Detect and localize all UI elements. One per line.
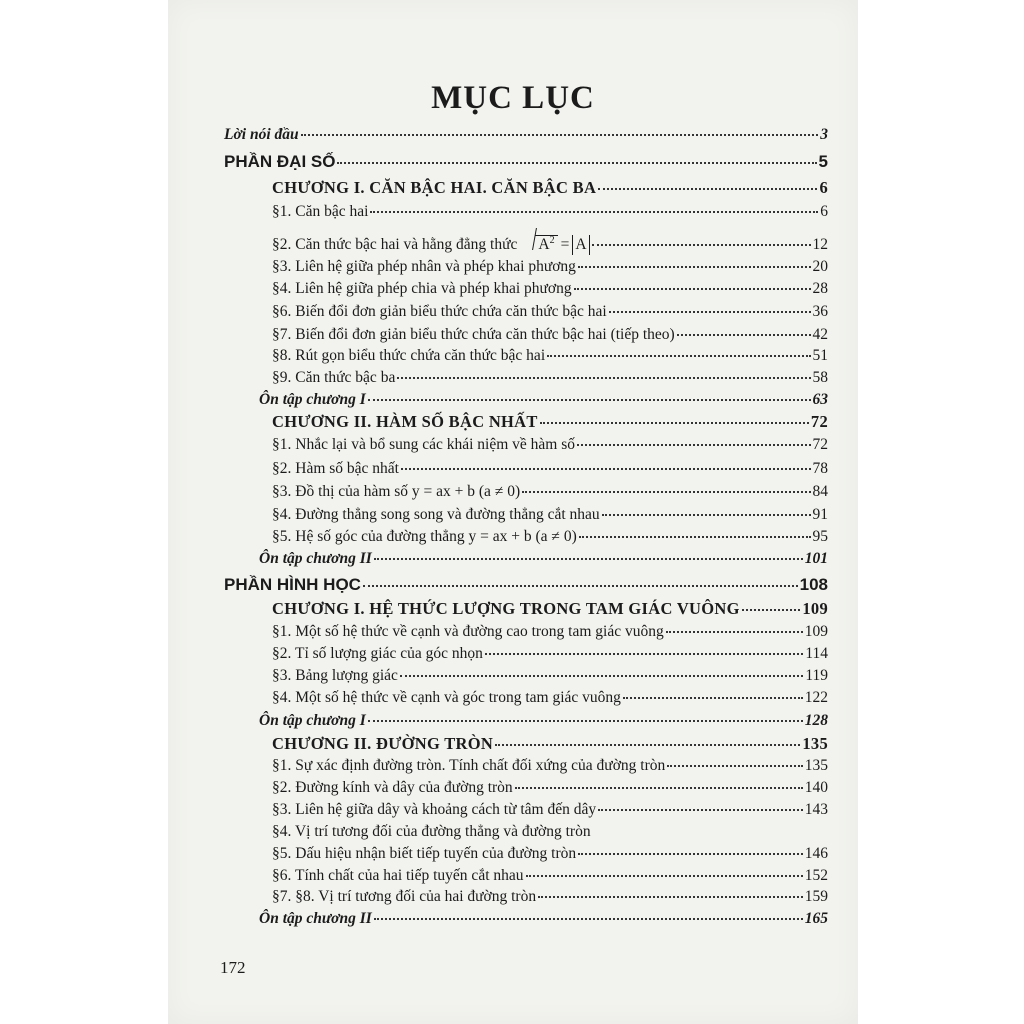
toc-section: §3. Đồ thị của hàm số y = ax + b (a ≠ 0) 84 <box>272 483 828 500</box>
toc-section: §5. Dấu hiệu nhận biết tiếp tuyến của đường tròn 146 <box>272 845 828 862</box>
toc-section: §6. Biến đổi đơn giản biểu thức chứa căn thức bậc hai 36 <box>272 303 828 320</box>
toc-review: Ôn tập chương II 165 <box>259 910 828 927</box>
toc-section: §6. Tính chất của hai tiếp tuyến cắt nhau 152 <box>272 867 828 884</box>
sqrt-symbol: $A^2$ <box>523 231 557 255</box>
toc-entry-preface: Lời nói đầu 3 <box>224 126 828 143</box>
toc-section: §1. Nhắc lại và bổ sung các khái niệm về hàm số 72 <box>272 436 828 453</box>
table-of-contents <box>168 0 858 1024</box>
toc-section: §8. Rút gọn biểu thức chứa căn thức bậc hai 51 <box>272 347 828 364</box>
toc-chapter: CHƯƠNG I. HỆ THỨC LƯỢNG TRONG TAM GIÁC VUÔNG 109 <box>272 599 828 618</box>
page-number: 172 <box>220 958 246 977</box>
toc-section: §3. Liên hệ giữa dây và khoảng cách từ tâm đến dây 143 <box>272 801 828 818</box>
toc-section: §1. Một số hệ thức về cạnh và đường cao trong tam giác vuông 109 <box>272 623 828 640</box>
toc-chapter: CHƯƠNG II. ĐƯỜNG TRÒN 135 <box>272 734 828 753</box>
toc-section: §9. Căn thức bậc ba 58 <box>272 369 828 386</box>
book-page <box>168 0 858 1024</box>
toc-section: §2. Tỉ số lượng giác của góc nhọn 114 <box>272 645 828 662</box>
toc-section: §5. Hệ số góc của đường thẳng y = ax + b (a ≠ 0) 95 <box>272 528 828 545</box>
toc-section: §4. Vị trí tương đối của đường thẳng và đường tròn <box>272 823 591 840</box>
toc-chapter: CHƯƠNG I. CĂN BẬC HAI. CĂN BẬC BA 6 <box>272 178 828 197</box>
toc-section: §2. Hàm số bậc nhất 78 <box>272 460 828 477</box>
toc-section: §2. Căn thức bậc hai và hằng đẳng thức $A^2$ = A 12 <box>272 231 828 251</box>
sqrt-formula: $A^2$ = A <box>523 231 589 255</box>
toc-chapter: CHƯƠNG II. HÀM SỐ BẬC NHẤT 72 <box>272 412 828 431</box>
toc-section: §1. Sự xác định đường tròn. Tính chất đối xứng của đường tròn 135 <box>272 757 828 774</box>
toc-review: Ôn tập chương I 128 <box>259 712 828 729</box>
toc-section: §3. Liên hệ giữa phép nhân và phép khai phương 20 <box>272 258 828 275</box>
toc-section: §4. Đường thẳng song song và đường thẳng cắt nhau 91 <box>272 506 828 523</box>
toc-review: Ôn tập chương II 101 <box>259 550 828 567</box>
toc-review: Ôn tập chương I 63 <box>259 391 828 408</box>
toc-section: §2. Đường kính và dây của đường tròn 140 <box>272 779 828 796</box>
toc-section: §3. Bảng lượng giác 119 <box>272 667 828 684</box>
toc-section: §7. §8. Vị trí tương đối của hai đường tròn 159 <box>272 888 828 905</box>
toc-part-algebra: PHẦN ĐẠI SỐ 5 <box>224 152 828 171</box>
toc-section: §4. Một số hệ thức về cạnh và góc trong tam giác vuông 122 <box>272 689 828 706</box>
toc-section: §1. Căn bậc hai 6 <box>272 203 828 220</box>
toc-part-geometry: PHẦN HÌNH HỌC 108 <box>224 575 828 594</box>
page-title: MỤC LỤC <box>431 80 595 116</box>
toc-section: §4. Liên hệ giữa phép chia và phép khai phương 28 <box>272 280 828 297</box>
toc-section: §7. Biến đổi đơn giản biểu thức chứa căn thức bậc hai (tiếp theo) 42 <box>272 326 828 343</box>
